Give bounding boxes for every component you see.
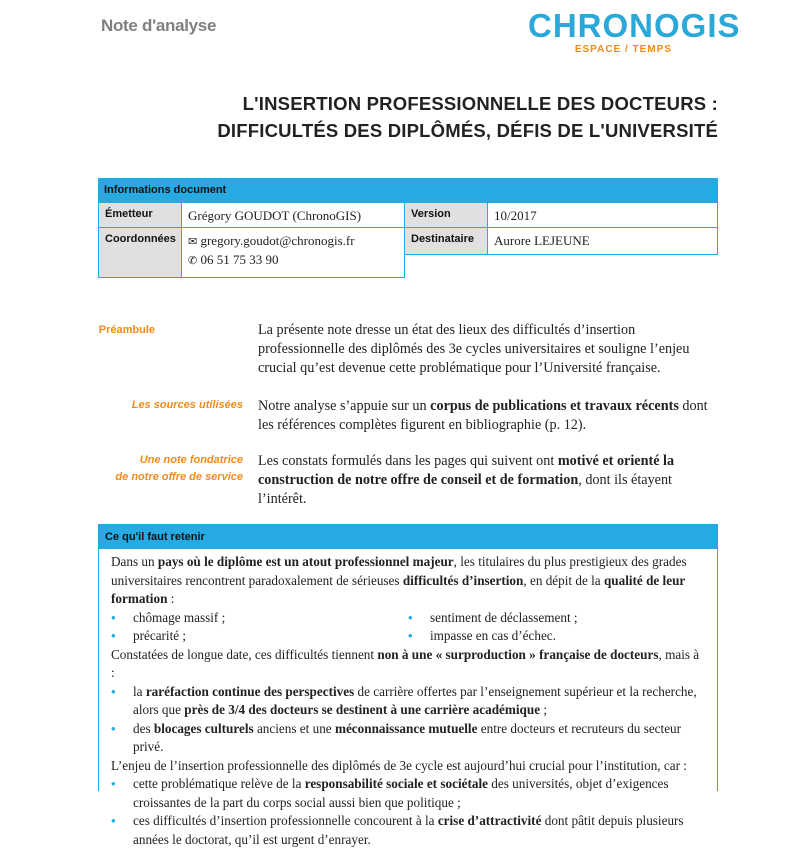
- fondatrice-label-1: Une note fondatrice: [139, 454, 243, 466]
- cause2-d: méconnaissance mutuelle: [334, 720, 478, 736]
- key-points-heading: Ce qu'il faut retenir: [99, 525, 717, 549]
- list-item: [111, 720, 705, 757]
- intro-g: :: [167, 591, 175, 606]
- bullet-icon: •: [111, 776, 116, 791]
- bullet-icon: •: [111, 683, 116, 699]
- causes-c: , mais à :: [111, 646, 700, 680]
- list-item: [111, 683, 705, 720]
- sources-label: Les sources utilisées: [131, 399, 243, 411]
- stake1-b: responsabilité sociale et sociétale: [304, 776, 488, 791]
- list-item: [408, 627, 705, 646]
- stake2-a: ces difficultés d’insertion professionnelle concourent à la: [133, 813, 438, 828]
- title-line-1: L'INSERTION PROFESSIONNELLE DES DOCTEURS :: [242, 93, 718, 114]
- key-points-intro: [111, 553, 705, 609]
- intro-b: pays où le diplôme est un atout professionnel majeur: [157, 554, 454, 569]
- emetteur-value: Grégory GOUDOT (ChronoGIS): [181, 202, 405, 228]
- causes-b: non à une « surproduction » française de docteurs: [377, 646, 659, 662]
- bullet-icon: •: [408, 628, 413, 643]
- intro-a: Dans un: [111, 554, 158, 569]
- list-item: [408, 609, 705, 628]
- destinataire-label: Destinataire: [404, 227, 488, 255]
- bullet-icon: •: [111, 609, 116, 625]
- stake2-c: dont pâtit depuis plusieurs années le doctorat, qu’il est urgent d’enrayer.: [133, 813, 684, 847]
- coordonnees-label: Coordonnées: [98, 227, 182, 278]
- email-line: [188, 233, 398, 249]
- difficulty-list: [111, 609, 705, 646]
- document-info-table: [98, 178, 718, 278]
- cause2-a: des: [133, 720, 154, 736]
- intro-f: qualité de leur formation: [111, 572, 686, 606]
- list-item: [111, 627, 408, 646]
- version-value: 10/2017: [487, 202, 718, 228]
- list-item-text: chômage massif ;: [133, 609, 226, 625]
- phone-line: [188, 252, 398, 268]
- list-item: [111, 775, 705, 812]
- list-item-text: sentiment de déclassement ;: [430, 609, 578, 625]
- chronogis-logo: [528, 7, 741, 56]
- destinataire-value: Aurore LEJEUNE: [487, 227, 718, 255]
- coordonnees-value: [181, 227, 405, 278]
- fondatrice-text-post: , dont ils étayent l’intérêt.: [258, 472, 672, 507]
- bullet-icon: •: [111, 628, 116, 643]
- list-item-text: précarité ;: [133, 628, 187, 643]
- cause1-a: la: [133, 683, 146, 699]
- sources-text-bold: corpus de publications et travaux récents: [430, 398, 679, 414]
- stakes-intro: L’enjeu de l’insertion professionnelle des diplômés de 3e cycle est aujourd’hui crucial pour l’institution, car :: [111, 757, 687, 773]
- envelope-icon: ✉: [188, 236, 198, 248]
- stake1-c: des universités, objet d’exigences croissantes de la part du corps social aussi bien que politique ;: [133, 776, 669, 810]
- cause1-d: près de 3/4 des docteurs se destinent à une carrière académique: [184, 702, 541, 717]
- cause1-e: ;: [540, 702, 548, 717]
- bullet-icon: •: [111, 720, 116, 736]
- fondatrice-label-2: de notre offre de service: [115, 471, 243, 483]
- cause2-b: blocages culturels: [153, 720, 254, 736]
- page-title: [217, 90, 718, 144]
- preamble-label: Préambule: [98, 324, 155, 336]
- phone-text: 06 51 75 33 90: [200, 252, 279, 267]
- bullet-icon: •: [408, 609, 413, 625]
- list-item-text: impasse en cas d’échec.: [430, 628, 556, 643]
- stake2-b: crise d’attractivité: [437, 813, 542, 828]
- info-grid: [98, 202, 718, 278]
- intro-d: difficultés d’insertion: [402, 572, 524, 588]
- info-table-heading: Informations document: [98, 178, 718, 202]
- logo-wordmark: CHRONOGIS: [528, 7, 741, 44]
- causes-intro: [111, 646, 705, 683]
- cause2-c: anciens et une: [253, 720, 335, 736]
- email-text[interactable]: gregory.goudot@chronogis.fr: [200, 233, 355, 248]
- fondatrice-text: [258, 452, 718, 509]
- cause2-e: entre docteurs et recruteurs du secteur privé.: [133, 720, 682, 754]
- phone-icon: ✆: [188, 255, 198, 267]
- version-label: Version: [404, 202, 488, 228]
- emetteur-label: Émetteur: [98, 202, 182, 228]
- cause1-b: raréfaction continue des perspectives: [145, 683, 355, 699]
- stake1-a: cette problématique relève de la: [133, 776, 305, 791]
- sources-text: [258, 397, 718, 435]
- list-item: [111, 812, 705, 849]
- title-line-2: DIFFICULTÉS DES DIPLÔMÉS, DÉFIS DE L'UNIVERSITÉ: [217, 120, 718, 141]
- fondatrice-text-pre: Les constats formulés dans les pages qui suivent ont: [258, 453, 558, 469]
- fondatrice-text-bold: motivé et orienté la construction de notre offre de conseil et de formation: [258, 453, 675, 488]
- sources-text-pre: Notre analyse s’appuie sur un: [258, 398, 431, 414]
- intro-e: , en dépit de la: [523, 572, 604, 588]
- bullet-icon: •: [111, 813, 116, 828]
- causes-a: Constatées de longue date, ces difficultés tiennent: [111, 646, 378, 662]
- list-item: [111, 609, 408, 628]
- document-type-label: Note d'analyse: [101, 16, 217, 35]
- key-points-box: [98, 524, 718, 847]
- preamble-text: La présente note dresse un état des lieux des difficultés d’insertion professionnelle des diplômés des 3e cycles universitaires et souligne l’enjeu crucial qu’est devenue cette problématique pour l’Université française.: [258, 322, 690, 376]
- fondatrice-label: [115, 452, 243, 486]
- intro-c: , les titulaires du plus prestigieux des grades universitaires rencontrent paradoxalement de sérieuses: [111, 554, 687, 588]
- sources-text-post: dont les références complètes figurent en bibliographie (p. 12).: [258, 398, 708, 433]
- logo-tagline: ESPACE / TEMPS: [574, 44, 672, 55]
- cause1-c: de carrière offertes par l’enseignement supérieur et la recherche, alors que: [133, 683, 697, 717]
- key-points-body: [99, 549, 717, 849]
